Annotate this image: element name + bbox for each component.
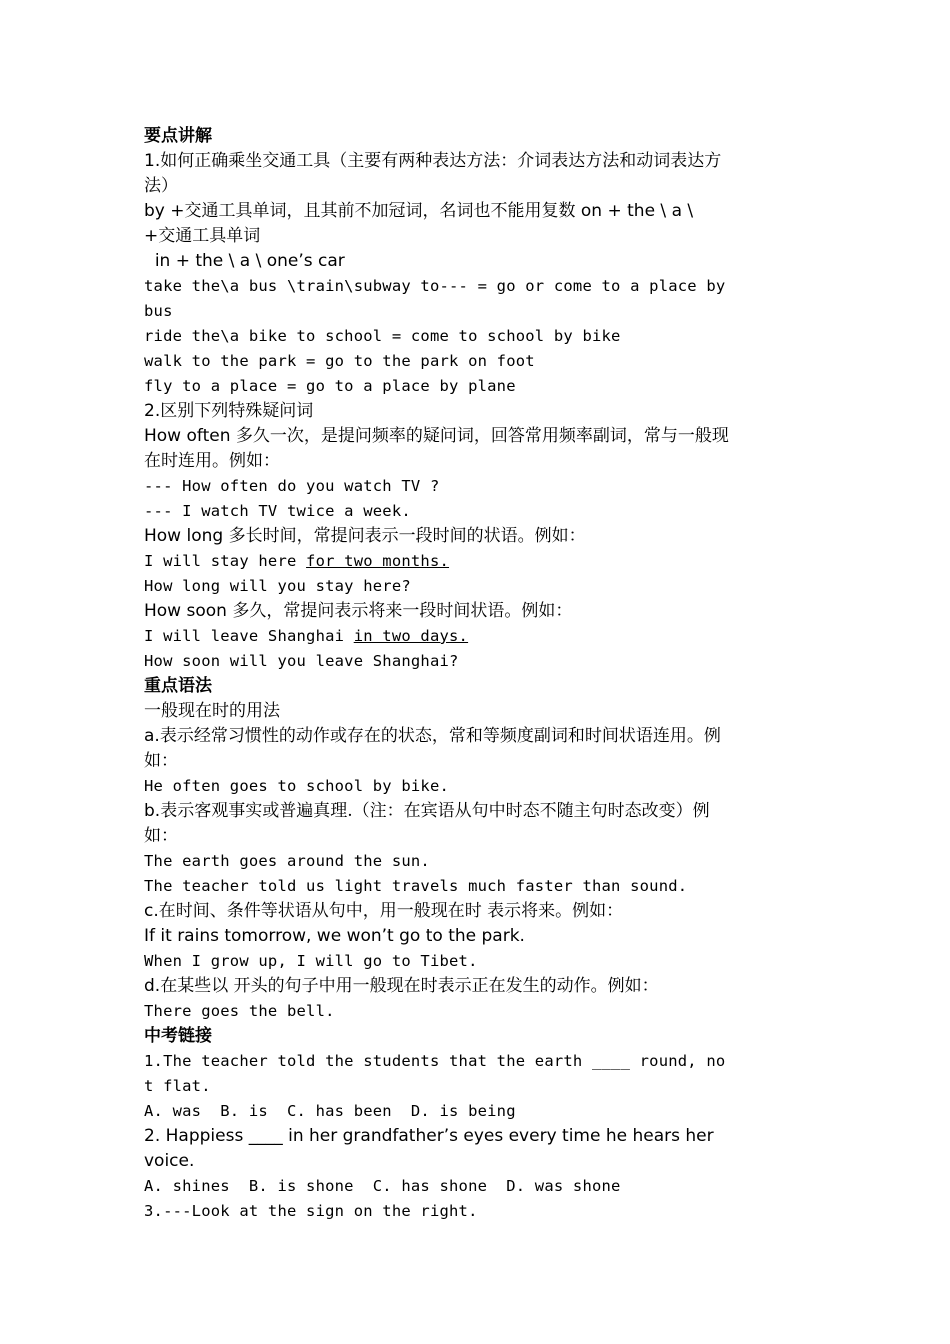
heading-key-points: 要点讲解 [144,126,212,146]
definition: 多久一次，是提问频率的疑问词，回答常用频率副词，常与一般现在时连用。例如： [144,426,729,471]
example-usage-d: There goes the bell. [144,1002,335,1020]
example-walk: walk to the park = go to the park on foot [144,352,535,370]
paragraph-usage-c [144,899,729,924]
example-usage-a: He often goes to school by bike. [144,777,450,795]
question-1: 1.The teacher told the students that the earth ____ round, not flat. [144,1052,726,1095]
question-2-options: A. shines B. is shone C. has shone D. was shone [144,1177,621,1195]
text-segment: I will stay here [144,552,307,570]
paragraph-text: 如何正确乘坐交通工具（主要有两种表达方法：介词表达方法和动词表达方法） [144,151,722,196]
paragraph-by-on-rule [144,199,729,249]
example-how-often-q: --- How often do you watch TV ? [144,477,440,495]
document-body [144,124,735,1224]
example-usage-b-2: The teacher told us light travels much faster than sound. [144,877,688,895]
paragraph-transport-intro [144,149,729,199]
term: How long [144,526,229,546]
definition: 多久，常提问表示将来一段时间状语。例如： [232,601,573,621]
text-segment: 交通工具单词 [158,226,261,246]
example-usage-c-2: When I grow up, I will go to Tibet. [144,952,478,970]
example-how-long-q: How long will you stay here? [144,577,411,595]
question-1-options: A. was B. is C. has been D. is being [144,1102,516,1120]
example-usage-c-1: If it rains tomorrow, we won’t go to the park. [144,926,525,946]
paragraph-how-long [144,524,729,549]
paragraph-present-simple: 一般现在时的用法 [144,701,280,721]
paragraph-how-often [144,424,729,474]
example-how-soon-q: How soon will you leave Shanghai? [144,652,459,670]
example-leave-shanghai [144,624,729,649]
example-take-bus: take the\a bus \train\subway to--- = go or come to a place by bus [144,277,735,320]
example-how-often-a: --- I watch TV twice a week. [144,502,411,520]
heading-key-grammar: 重点语法 [144,676,212,696]
example-fly: fly to a place = go to a place by plane [144,377,516,395]
term: How soon [144,601,233,621]
paragraph-question-words [144,399,729,424]
item-number: 1. [144,151,161,171]
text-segment: 交通工具单词，且其前不加冠词，名词也不能用复数 [184,201,581,221]
paragraph-text: 表示客观事实或普遍真理.（注：在宾语从句中时态不随主句时态改变）例如： [144,801,710,846]
paragraph-usage-a [144,724,729,774]
paragraph-how-soon [144,599,729,624]
underlined-text: in two days. [353,627,469,645]
item-letter: c. [144,901,159,921]
paragraph-text: 在某些以 开头的句子中用一般现在时表示正在发生的动作。例如： [160,976,659,996]
term: How often [144,426,236,446]
paragraph-text: 表示经常习惯性的动作或存在的状态，常和等频度副词和时间状语连用。例如： [144,726,721,771]
paragraph-usage-b [144,799,729,849]
definition: 多长时间，常提问表示一段时间的状语。例如： [228,526,586,546]
item-letter: a. [144,726,160,746]
item-number: 2. [144,401,161,421]
text-segment: on + the \ a \ + [144,201,699,246]
question-2: 2. Happiess ____ in her grandfather’s eyes every time he hears her voice. [144,1126,720,1171]
text-segment: by + [144,201,185,221]
question-3: 3.---Look at the sign on the right. [144,1202,478,1220]
heading-exam-link: 中考链接 [144,1026,212,1046]
item-letter: d. [144,976,161,996]
text-segment: I will leave Shanghai [144,627,354,645]
example-stay-here [144,549,729,574]
paragraph-text: 区别下列特殊疑问词 [160,401,314,421]
example-usage-b-1: The earth goes around the sun. [144,852,430,870]
example-ride-bike: ride the\a bike to school = come to school by bike [144,327,621,345]
paragraph-usage-d [144,974,729,999]
paragraph-in-car: in + the \ a \ one’s car [144,251,345,271]
underlined-text: for two months. [306,552,450,570]
item-letter: b. [144,801,161,821]
paragraph-text: 在时间、条件等状语从句中，用一般现在时 表示将来。例如： [158,901,624,921]
